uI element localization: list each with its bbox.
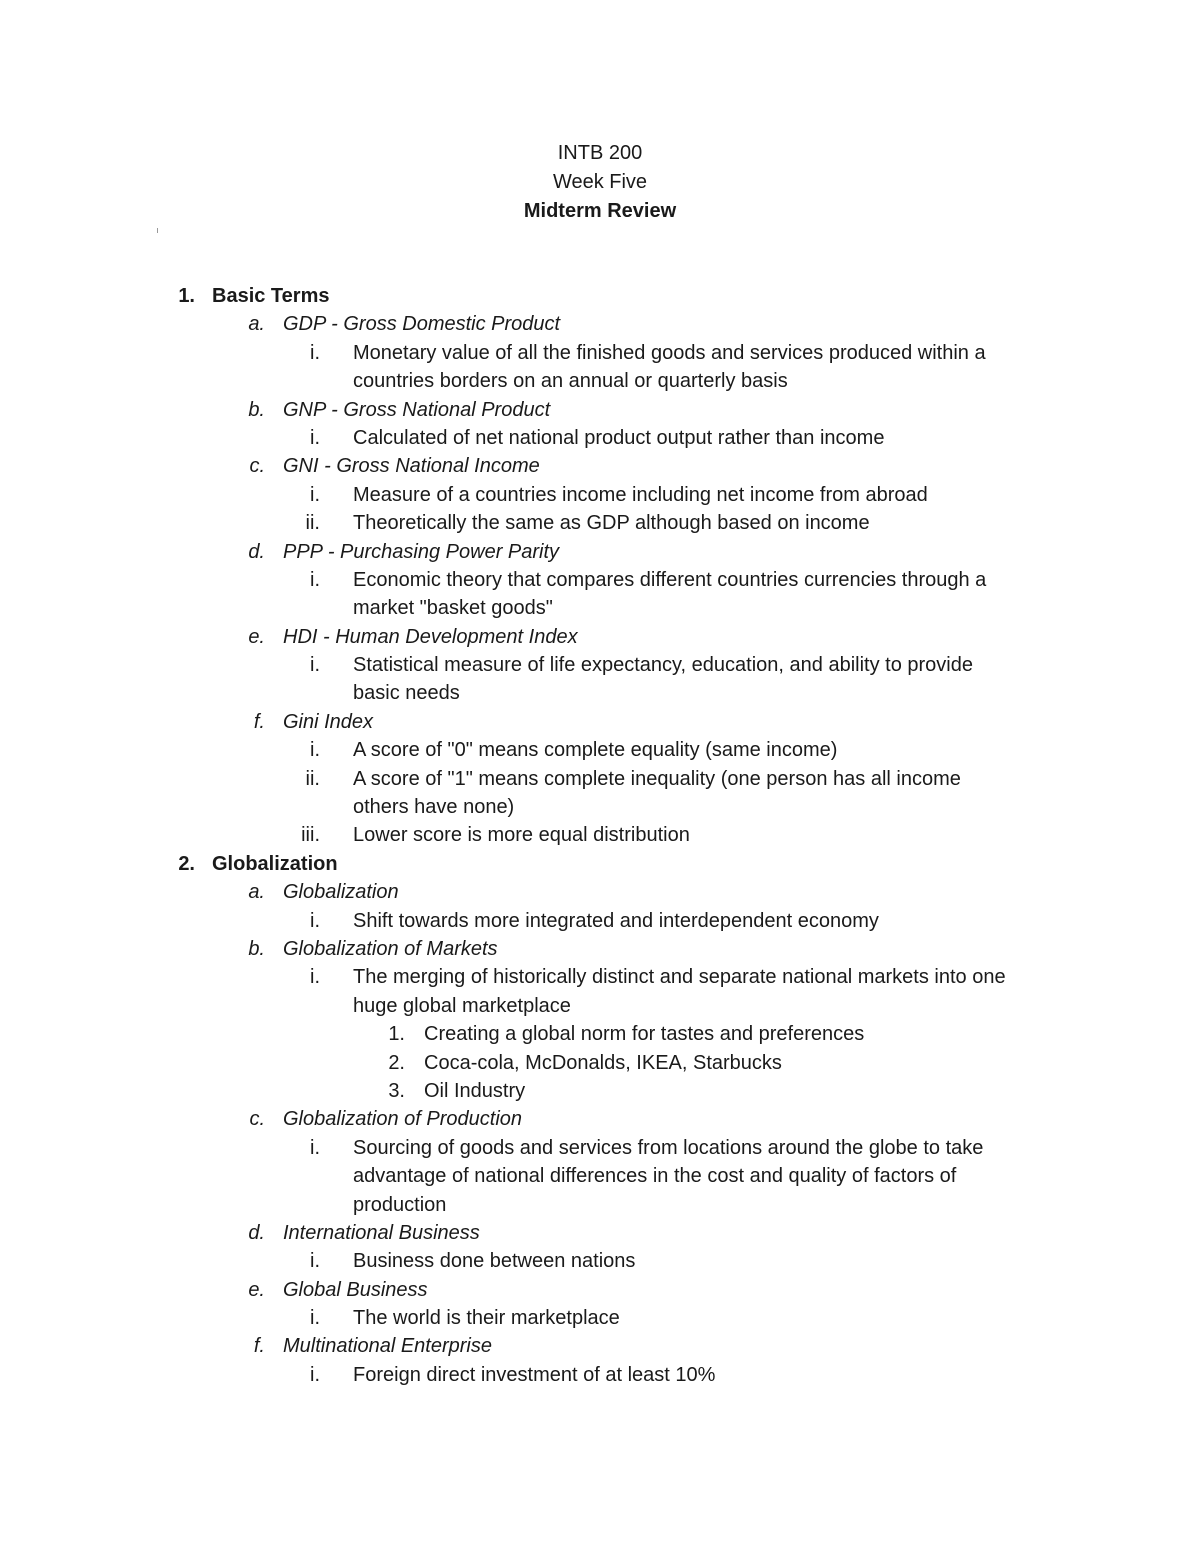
- list-item-text: Business done between nations: [353, 1250, 636, 1273]
- outline-item-level-3: [0, 821, 1200, 849]
- list-marker: i.: [310, 341, 320, 364]
- outline-item-level-2: [0, 1332, 1200, 1360]
- list-marker: 1.: [178, 285, 195, 307]
- list-marker: d.: [248, 1221, 265, 1244]
- list-marker: e.: [248, 1278, 265, 1301]
- list-item-text: Globalization of Markets: [283, 937, 498, 960]
- list-item-text: Global Business: [283, 1278, 428, 1301]
- list-marker: 3.: [388, 1079, 405, 1102]
- list-marker: i.: [310, 1136, 320, 1159]
- list-item-text: Basic Terms: [212, 285, 330, 307]
- week-label: Week Five: [552, 171, 648, 193]
- list-item-text: Shift towards more integrated and interdependent economy: [353, 909, 879, 932]
- list-marker: f.: [253, 710, 265, 733]
- list-marker: c.: [249, 455, 265, 478]
- outline-continuation: [0, 367, 1200, 395]
- outline-item-level-3: [0, 651, 1200, 679]
- outline-item-level-3: [0, 566, 1200, 594]
- outline-item-level-2: [0, 310, 1200, 338]
- list-marker: a.: [248, 881, 265, 904]
- list-item-text: huge global marketplace: [353, 994, 571, 1017]
- outline-item-level-2: [0, 1105, 1200, 1133]
- outline-item-level-2: [0, 452, 1200, 480]
- list-marker: i.: [310, 1307, 320, 1330]
- list-item-text: Multinational Enterprise: [283, 1335, 492, 1358]
- outline-continuation: [0, 793, 1200, 821]
- list-marker: i.: [310, 1250, 320, 1273]
- margin-mark: [157, 228, 158, 233]
- list-marker: 2.: [178, 852, 195, 875]
- course-code: INTB 200: [557, 142, 643, 164]
- outline-list: [0, 282, 1200, 1389]
- outline-item-level-4: [0, 1077, 1200, 1105]
- list-marker: i.: [310, 909, 320, 932]
- list-marker: i.: [310, 654, 320, 677]
- outline-item-level-2: [0, 623, 1200, 651]
- list-marker: i.: [310, 483, 320, 506]
- list-marker: 2.: [388, 1051, 405, 1074]
- list-marker: d.: [248, 540, 265, 563]
- outline-continuation: [0, 992, 1200, 1020]
- list-item-text: advantage of national differences in the cost and quality of factors of: [353, 1165, 957, 1188]
- list-item-text: market "basket goods": [353, 597, 553, 620]
- list-marker: i.: [310, 1363, 320, 1386]
- list-item-text: Calculated of net national product output rather than income: [353, 426, 885, 449]
- list-marker: b.: [248, 937, 265, 960]
- list-marker: ii.: [305, 512, 320, 535]
- outline-item-level-3: [0, 339, 1200, 367]
- outline-item-level-4: [0, 1049, 1200, 1077]
- list-item-text: Monetary value of all the finished goods and services produced within a: [353, 341, 986, 364]
- outline-item-level-3: [0, 1304, 1200, 1332]
- outline-continuation: [0, 1191, 1200, 1219]
- list-marker: iii.: [301, 824, 320, 847]
- document-header: [0, 139, 1200, 226]
- list-marker: ii.: [305, 767, 320, 790]
- list-item-text: International Business: [283, 1221, 480, 1244]
- list-item-text: A score of "1" means complete inequality (one person has all income: [353, 767, 961, 790]
- list-item-text: others have none): [353, 796, 515, 819]
- list-item-text: PPP - Purchasing Power Parity: [283, 540, 560, 563]
- outline-item-level-2: [0, 538, 1200, 566]
- list-item-text: Globalization: [212, 852, 338, 875]
- outline-item-level-3: [0, 1247, 1200, 1275]
- list-item-text: Statistical measure of life expectancy, education, and ability to provide: [353, 654, 973, 677]
- outline-continuation: [0, 679, 1200, 707]
- list-item-text: HDI - Human Development Index: [283, 625, 578, 648]
- outline-item-level-3: [0, 1361, 1200, 1389]
- list-item-text: basic needs: [353, 682, 460, 705]
- list-item-text: countries borders on an annual or quarterly basis: [353, 370, 788, 393]
- outline-item-level-2: [0, 708, 1200, 736]
- outline-item-level-4: [0, 1020, 1200, 1048]
- outline-continuation: [0, 594, 1200, 622]
- list-item-text: Oil Industry: [424, 1079, 526, 1102]
- outline-item-level-2: [0, 935, 1200, 963]
- list-item-text: production: [353, 1193, 447, 1216]
- outline-item-level-3: [0, 481, 1200, 509]
- outline-item-level-2: [0, 1276, 1200, 1304]
- list-item-text: Measure of a countries income including net income from abroad: [353, 483, 928, 506]
- list-item-text: Gini Index: [283, 710, 374, 733]
- list-marker: b.: [248, 398, 265, 421]
- list-item-text: GNI - Gross National Income: [283, 455, 540, 478]
- list-marker: e.: [248, 625, 265, 648]
- outline-continuation: [0, 1162, 1200, 1190]
- list-marker: f.: [253, 1335, 265, 1358]
- list-item-text: Foreign direct investment of at least 10%: [353, 1363, 716, 1386]
- outline-item-level-1: [0, 850, 1200, 878]
- outline-item-level-2: [0, 1219, 1200, 1247]
- list-item-text: Sourcing of goods and services from locations around the globe to take: [353, 1136, 984, 1159]
- list-item-text: GNP - Gross National Product: [283, 398, 551, 421]
- outline-item-level-3: [0, 1134, 1200, 1162]
- list-item-text: Coca-cola, McDonalds, IKEA, Starbucks: [424, 1051, 782, 1074]
- outline-item-level-3: [0, 509, 1200, 537]
- list-marker: i.: [310, 739, 320, 762]
- outline-item-level-1: [0, 282, 1200, 310]
- list-item-text: Globalization: [283, 881, 399, 904]
- list-marker: i.: [310, 966, 320, 989]
- list-marker: c.: [249, 1108, 265, 1131]
- list-marker: i.: [310, 426, 320, 449]
- list-item-text: Globalization of Production: [283, 1108, 523, 1131]
- list-item-text: A score of "0" means complete equality (same income): [353, 739, 838, 762]
- list-marker: 1.: [388, 1023, 405, 1046]
- list-item-text: GDP - Gross Domestic Product: [283, 313, 561, 336]
- list-item-text: Lower score is more equal distribution: [353, 824, 690, 847]
- list-marker: i.: [310, 568, 320, 591]
- list-item-text: The world is their marketplace: [353, 1307, 620, 1330]
- outline-item-level-2: [0, 878, 1200, 906]
- outline-item-level-3: [0, 424, 1200, 452]
- outline-item-level-3: [0, 736, 1200, 764]
- outline-item-level-3: [0, 963, 1200, 991]
- list-marker: a.: [248, 313, 265, 336]
- list-item-text: The merging of historically distinct and separate national markets into one: [353, 966, 1006, 989]
- document-title: Midterm Review: [523, 200, 677, 222]
- outline-item-level-3: [0, 907, 1200, 935]
- outline-item-level-3: [0, 765, 1200, 793]
- list-item-text: Theoretically the same as GDP although based on income: [353, 512, 870, 535]
- outline-item-level-2: [0, 396, 1200, 424]
- list-item-text: Economic theory that compares different countries currencies through a: [353, 568, 987, 591]
- list-item-text: Creating a global norm for tastes and preferences: [424, 1023, 865, 1046]
